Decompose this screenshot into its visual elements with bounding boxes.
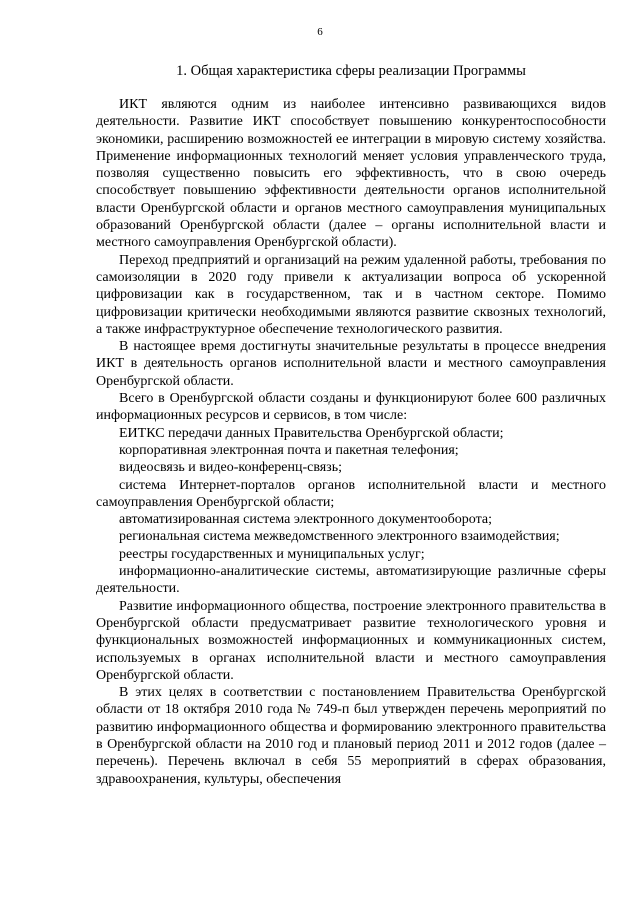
paragraph: В настоящее время достигнуты значительные результаты в процессе внедрения ИКТ в деятельность органов исполнительной власти и местного самоуправления Оренбургской области.: [96, 339, 606, 389]
list-item: корпоративная электронная почта и пакетная телефония;: [119, 442, 459, 458]
list-item: ЕИТКС передачи данных Правительства Оренбургской области;: [119, 425, 504, 441]
page-number: 6: [317, 26, 323, 38]
body-text: [96, 96, 606, 788]
list-item: автоматизированная система электронного документооборота;: [119, 512, 493, 528]
list-item: реестры государственных и муниципальных услуг;: [119, 546, 425, 562]
list-item: информационно-аналитические системы, автоматизирующие различные сферы деятельности.: [96, 564, 606, 597]
list-item: система Интернет-порталов органов исполнительной власти и местного самоуправления Оренбургской области;: [96, 477, 606, 510]
list-item: региональная система межведомственного электронного взаимодействия;: [119, 529, 560, 545]
paragraph: ИКТ являются одним из наиболее интенсивно развивающихся видов деятельности. Развитие ИКТ способствует повышению конкурентоспособности экономики, расширению возможностей ее интеграции в мировую систему хозяйства. Применение информационных технологий меняет условия управленческого труда, позволяя существенно повысить его эффективность, что в свою очередь способствует повышению эффективности деятельности органов исполнительной власти Оренбургской области и органов местного самоуправления муниципальных образований Оренбургской области (далее – органы исполнительной власти и местного самоуправления Оренбургской области).: [96, 97, 606, 251]
section-heading: 1. Общая характеристика сферы реализации Программы: [176, 63, 526, 79]
paragraph: Переход предприятий и организаций на режим удаленной работы, требования по самоизоляции в 2020 году привели к актуализации вопроса об ускоренной цифровизации как в государственном, так и в частном секторе. Помимо цифровизации критически необходимыми являются развитие сквозных технологий, а также инфраструктурное обеспечение технологического развития.: [96, 252, 606, 337]
paragraph: Всего в Оренбургской области созданы и функционируют более 600 различных информационных ресурсов и сервисов, в том числе:: [96, 391, 606, 424]
paragraph: Развитие информационного общества, построение электронного правительства в Оренбургской области предусматривает развитие технологического уровня и функциональных возможностей информационных и коммуникационных систем, используемых в органах исполнительной власти и местного самоуправления Оренбургской области.: [96, 598, 606, 683]
paragraph: В этих целях в соответствии с постановлением Правительства Оренбургской области от 18 октября 2010 года № 749-п был утвержден перечень мероприятий по развитию информационного общества и формированию электронного правительства в Оренбургской области на 2010 год и плановый период 2011 и 2012 годов (далее – перечень). Перечень включал в себя 55 мероприятий в сферах образования, здравоохранения, культуры, обеспечения: [96, 685, 606, 787]
list-item: видеосвязь и видео-конференц-связь;: [119, 460, 342, 476]
